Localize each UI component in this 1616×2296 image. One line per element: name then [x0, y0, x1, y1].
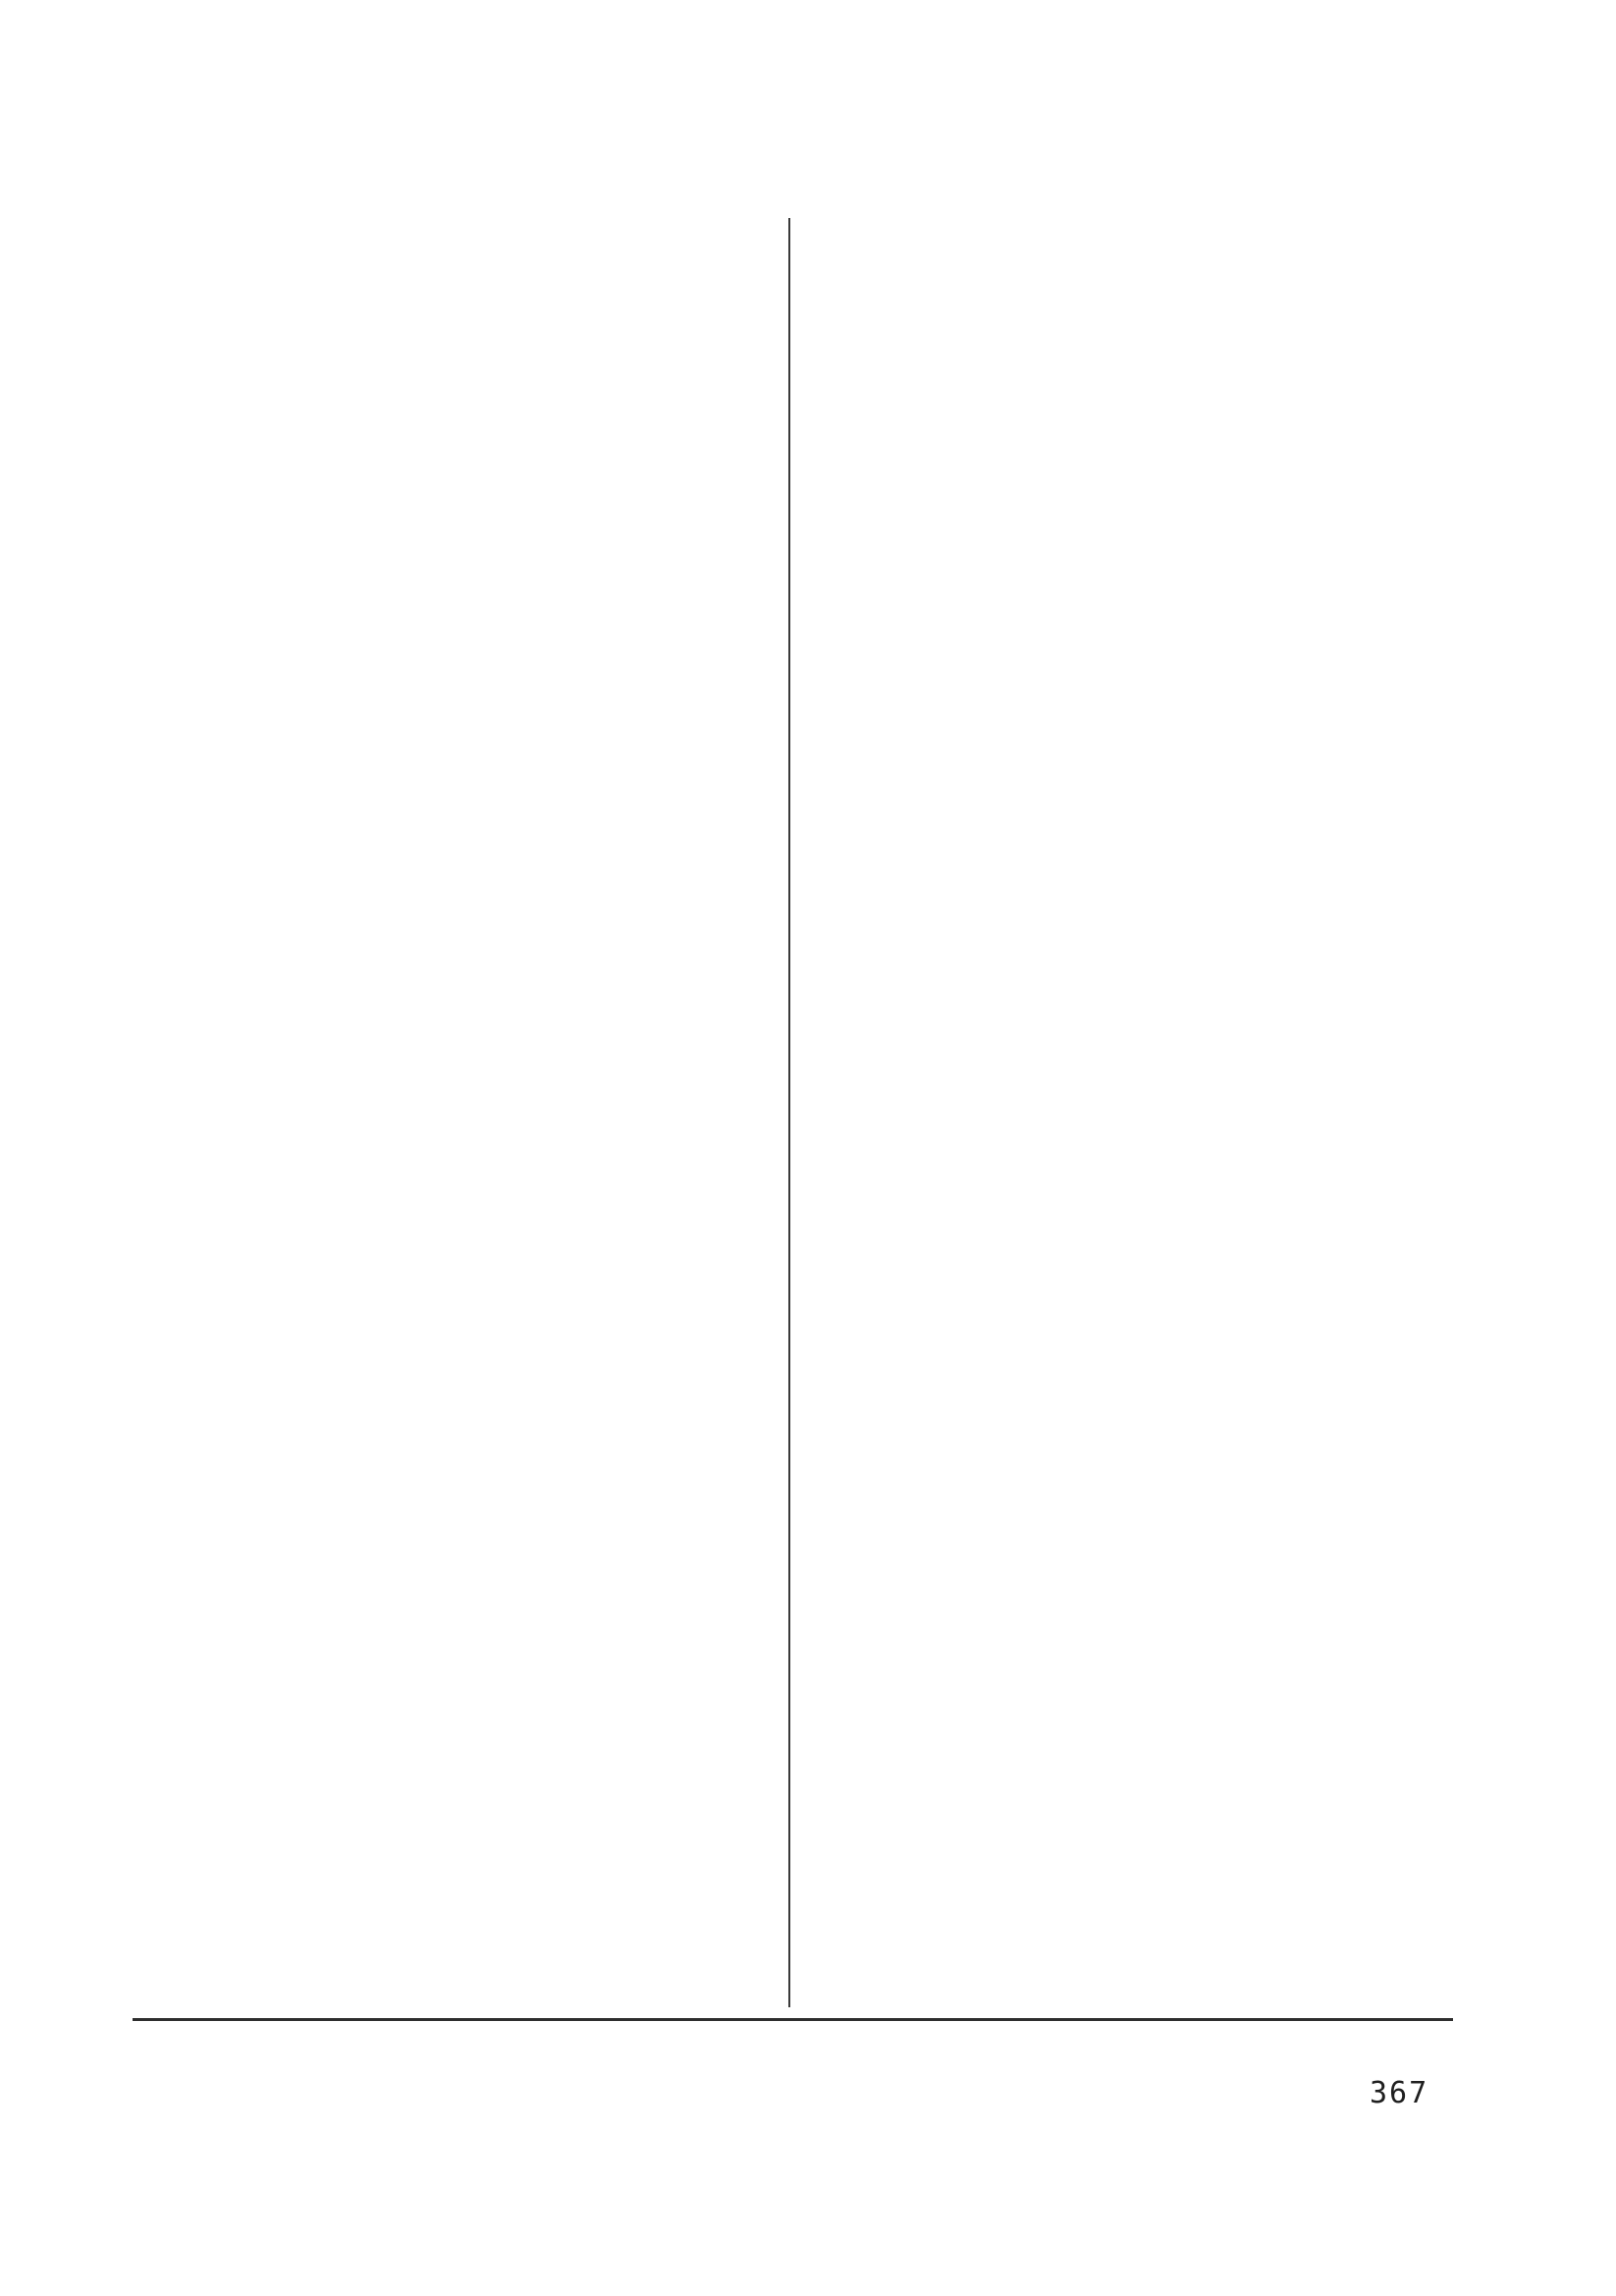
bottom-rule — [133, 2018, 1453, 2021]
center-column-rule — [788, 218, 790, 2007]
page-number: 367 — [1370, 2076, 1429, 2110]
right-column — [815, 224, 1453, 2006]
left-column — [157, 224, 771, 2006]
